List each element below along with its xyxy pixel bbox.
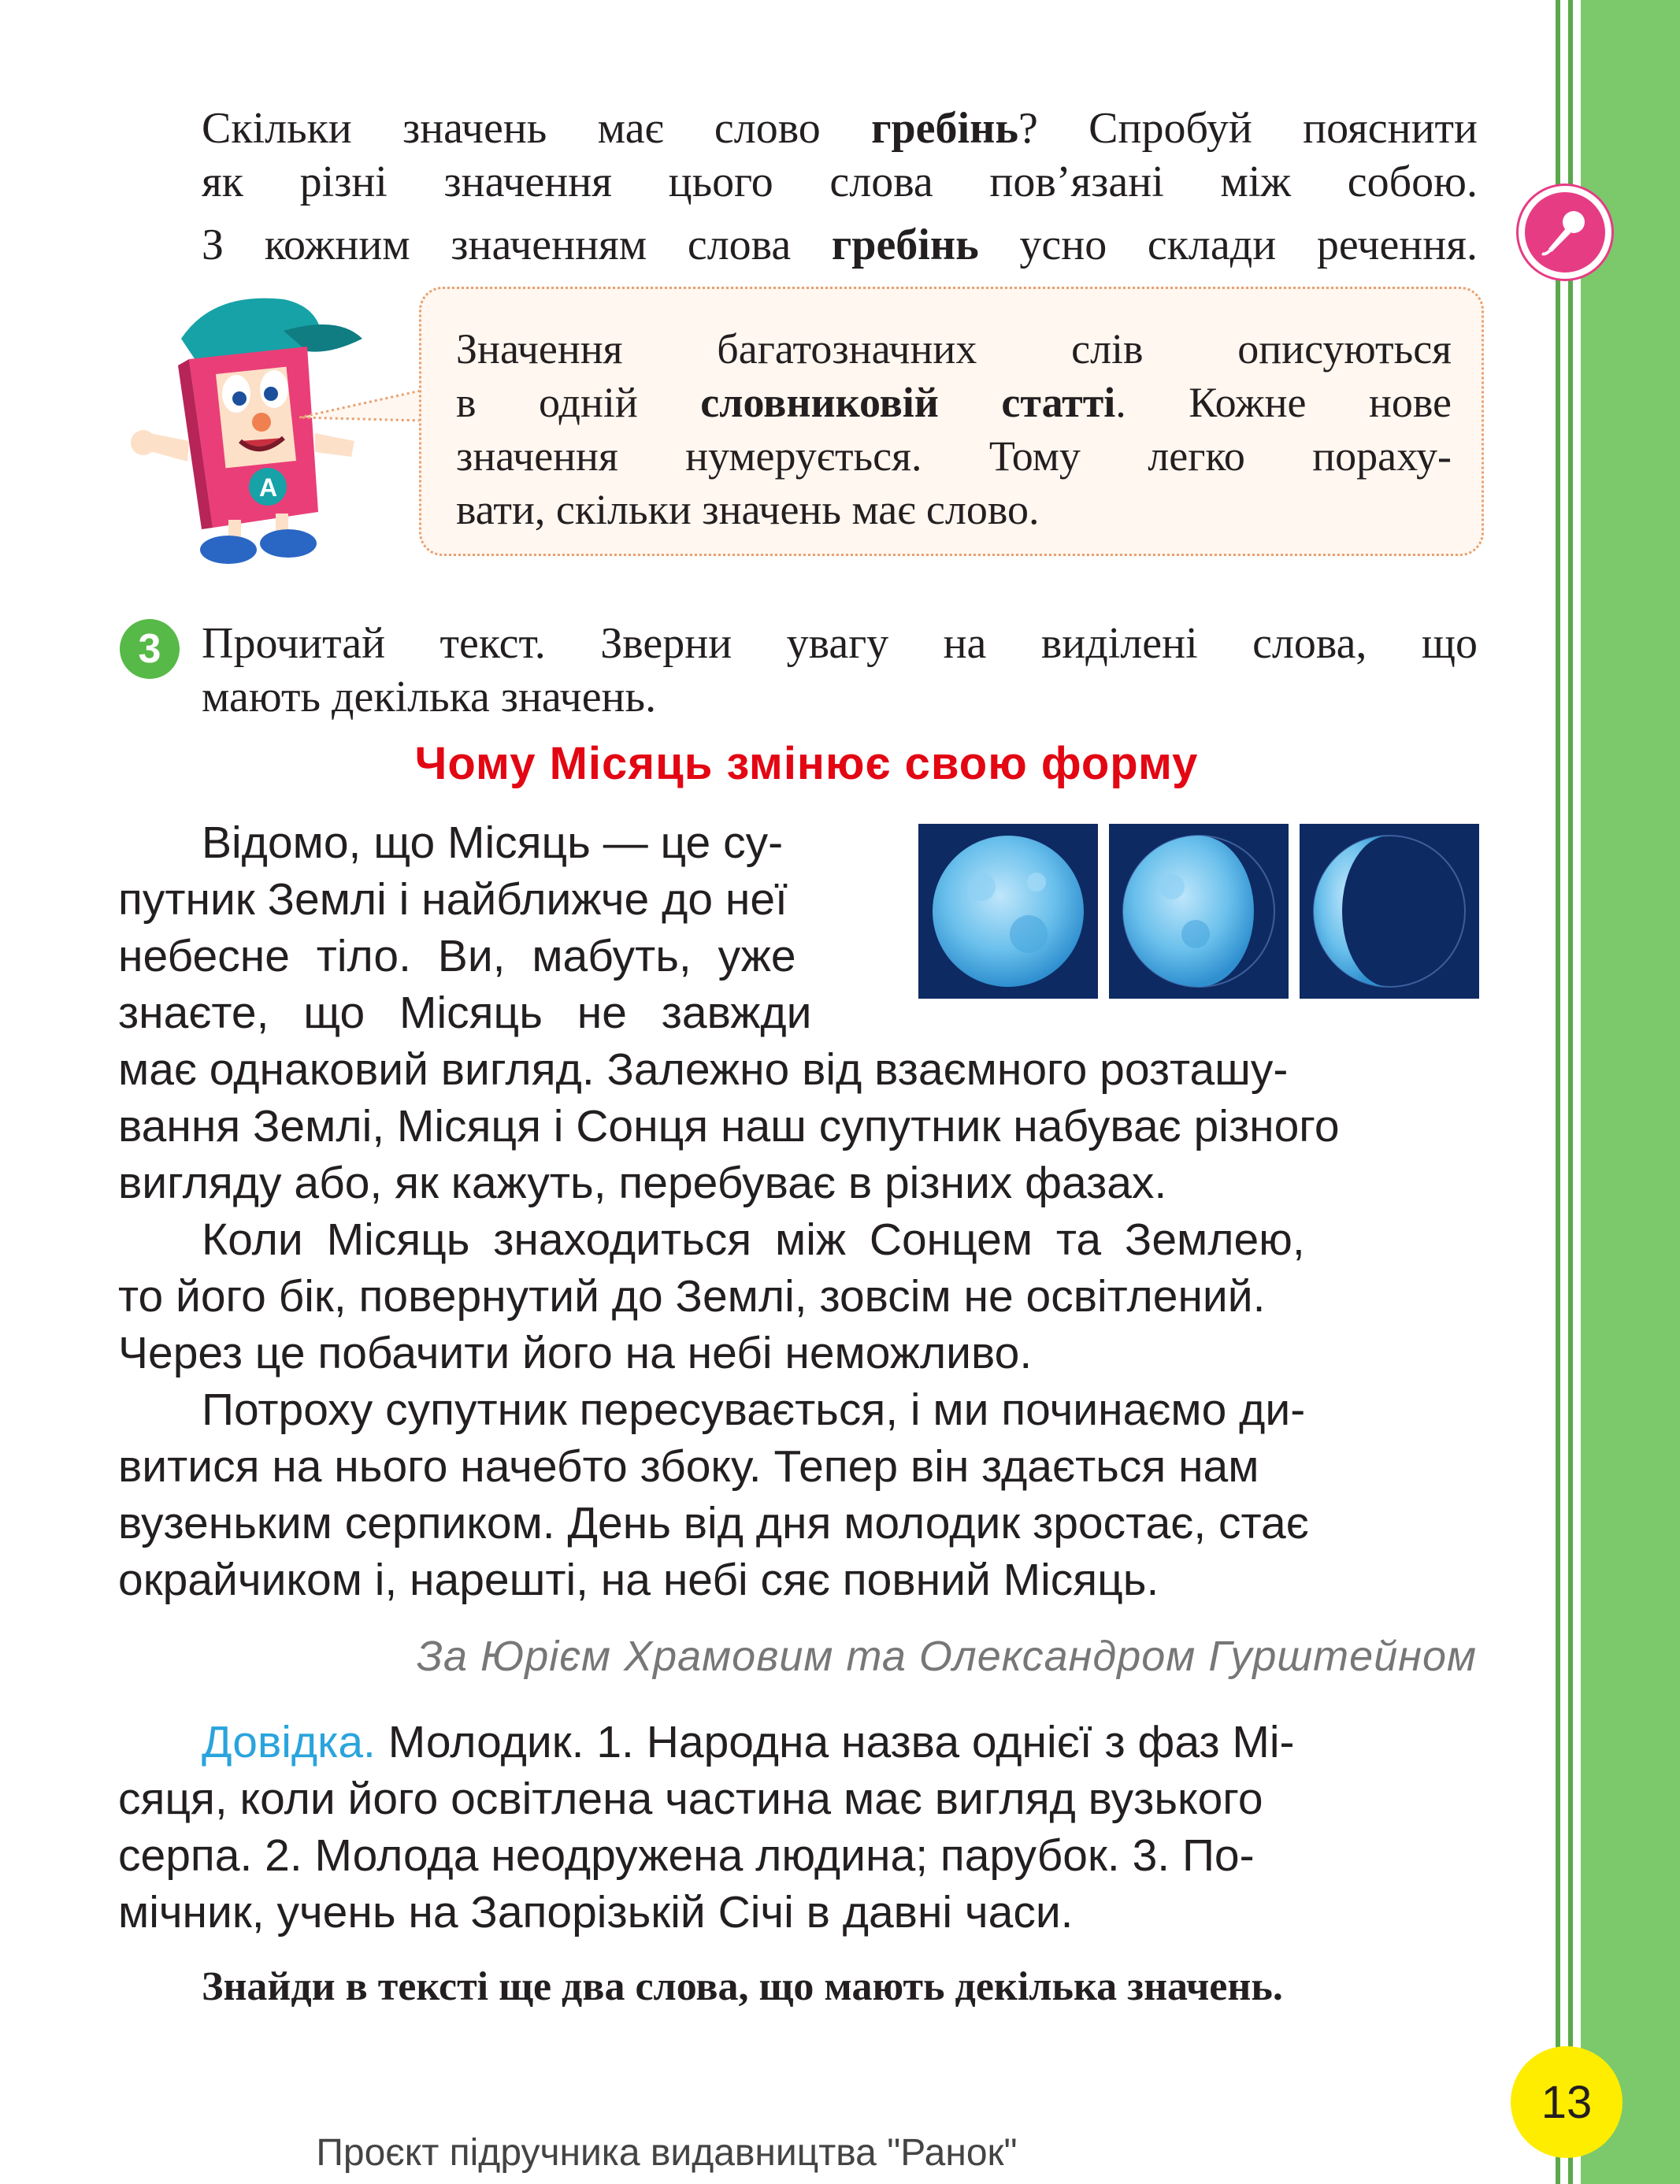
- story-p3-line2: витися на нього начебто збоку. Тепер він здається нам: [118, 1441, 1259, 1492]
- definition-box: [419, 287, 1484, 556]
- moon-crescent-panel: [1300, 824, 1479, 999]
- story-p1-line6: вання Землі, Місяця і Сонця наш супутник набуває різного: [118, 1101, 1340, 1151]
- svg-text:A: A: [259, 473, 278, 502]
- story-p2-line1: Коли Місяць знаходиться між Сонцем та Землею,: [202, 1214, 1305, 1265]
- story-attribution: За Юрієм Храмовим та Олександром Гурштейном: [416, 1633, 1477, 1680]
- story-p1-line4: знаєте, що Місяць не завжди: [118, 988, 812, 1038]
- definition-line-4: вати, скільки значень має слово.: [456, 486, 1040, 533]
- story-p3-line4: окрайчиком і, нарешті, на небі сяє повний Місяць.: [118, 1555, 1159, 1605]
- final-task: Знайди в тексті ще два слова, що мають декілька значень.: [202, 1964, 1283, 2009]
- page-number: 13: [1511, 2046, 1623, 2158]
- task-instruction-line2: мають декілька значень.: [202, 673, 657, 721]
- reference-line1: Довідка. Молодик. 1. Народна назва однієї з фаз Мі-: [202, 1717, 1295, 1767]
- task-number-badge: 3: [120, 619, 180, 679]
- moon-gibbous-panel: [1109, 824, 1289, 999]
- reference-line2: сяця, коли його освітлена частина має вигляд вузького: [118, 1774, 1263, 1824]
- speech-bubble-tail: [299, 386, 425, 433]
- definition-line-1: Значення багатозначних слів описуються: [456, 325, 1452, 373]
- moon-phases-illustration: [918, 824, 1478, 999]
- story-p1-line7: вигляду або, як кажуть, перебуває в різних фазах.: [118, 1158, 1167, 1208]
- intro-question-1: Скільки значень має слово гребінь? Спробуй пояснити: [202, 104, 1478, 153]
- task-instruction: Прочитай текст. Зверни увагу на виділені слова, що: [202, 619, 1478, 668]
- story-p3-line3: вузеньким серпиком. День від дня молодик зростає, стає: [118, 1498, 1309, 1548]
- story-p3-line1: Потроху супутник пересувається, і ми починаємо ди-: [202, 1385, 1306, 1435]
- story-p2-line2: то його бік, повернутий до Землі, зовсім не освітлений.: [118, 1271, 1266, 1322]
- side-decorative-bar: [1548, 0, 1680, 2184]
- story-p1-line5: має однаковий вигляд. Залежно від взаємного розташу-: [118, 1044, 1289, 1095]
- moon-full-panel: [918, 824, 1098, 999]
- footer-note: Проєкт підручника видавництва "Ранок": [316, 2132, 1018, 2174]
- definition-line-2: в одній словниковій статті. Кожне нове: [456, 379, 1452, 426]
- definition-line-3: значення нумерується. Тому легко пораху-: [456, 432, 1452, 480]
- story-p2-line3: Через це побачити його на небі неможливо.: [118, 1328, 1033, 1378]
- reference-label: Довідка.: [202, 1717, 376, 1767]
- reference-line3: серпа. 2. Молода неодружена людина; парубок. 3. По-: [118, 1830, 1255, 1881]
- microphone-icon: [1519, 186, 1611, 279]
- story-p1-line3: небесне тіло. Ви, мабуть, уже: [118, 931, 796, 981]
- intro-question-1-line2: як різні значення цього слова пов’язані між собою.: [202, 158, 1478, 206]
- story-p1-line2: путник Землі і найближче до неї: [118, 874, 788, 925]
- story-p1-line1: Відомо, що Місяць — це су-: [202, 818, 784, 868]
- reference-line4: мічник, учень на Запорізькій Січі в давні часи.: [118, 1887, 1074, 1937]
- intro-question-2: З кожним значенням слова гребінь усно склади речення.: [202, 221, 1478, 269]
- story-title: Чому Місяць змінює свою форму: [414, 738, 1199, 789]
